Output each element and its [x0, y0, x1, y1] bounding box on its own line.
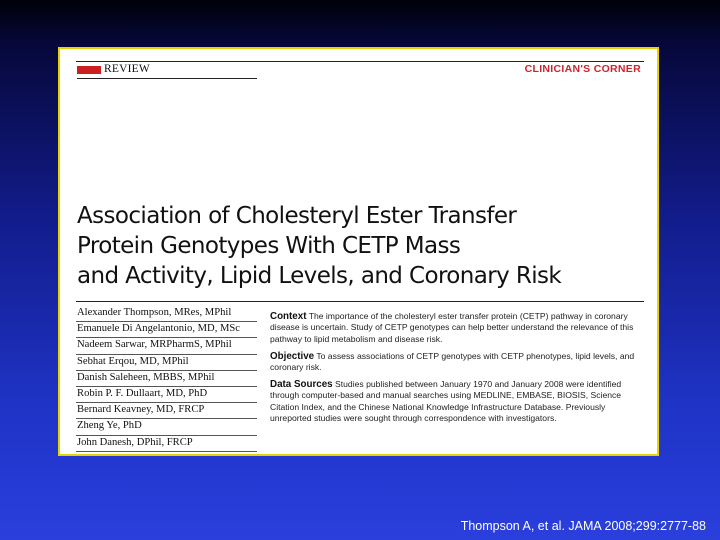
- objective-heading: Objective: [270, 350, 315, 362]
- author-name: John Danesh, DPhil, FRCP: [76, 436, 257, 452]
- author-list: [76, 306, 257, 452]
- article-title: [77, 201, 652, 291]
- data-sources-heading: Data Sources: [270, 379, 333, 391]
- article-image: [58, 47, 659, 456]
- author-name: Danish Saleheen, MBBS, MPhil: [76, 371, 257, 387]
- title-line: Protein Genotypes With CETP Mass: [77, 233, 461, 259]
- title-line: Association of Cholesteryl Ester Transfer: [77, 203, 517, 229]
- author-name: Zheng Ye, PhD: [76, 419, 257, 435]
- abstract-context: [270, 311, 645, 345]
- title-rule: [76, 301, 644, 302]
- abstract-objective: [270, 351, 645, 374]
- context-heading: Context: [270, 311, 307, 322]
- author-name: Alexander Thompson, MRes, MPhil: [76, 306, 257, 322]
- author-name: Bernard Keavney, MD, FRCP: [76, 403, 257, 419]
- review-color-bar: [77, 66, 101, 74]
- review-tag: [77, 64, 257, 79]
- header-rule: [76, 61, 644, 62]
- data-sources-text: Studies published between January 1970 and January 2008 were identified through computer-based and manual searches using MEDLINE, EMBASE, BIOSIS, Science Citation Index, and the Chinese National Knowledge Infrastructure Database. Previously unreported studies were sought through correspondence with investigators.: [270, 379, 622, 424]
- objective-text: To assess associations of CETP genotypes with CETP phenotypes, lipid levels, and coronary risk.: [270, 350, 635, 373]
- author-name: Sebhat Erqou, MD, MPhil: [76, 355, 257, 371]
- author-name: Robin P. F. Dullaart, MD, PhD: [76, 387, 257, 403]
- title-line: and Activity, Lipid Levels, and Coronary Risk: [77, 263, 562, 289]
- citation: Thompson A, et al. JAMA 2008;299:2777-88: [460, 519, 706, 533]
- abstract-data-sources: [270, 379, 645, 425]
- abstract: [270, 311, 645, 430]
- author-name: Emanuele Di Angelantonio, MD, MSc: [76, 322, 257, 338]
- context-text: The importance of the cholesteryl ester transfer protein (CETP) pathway in coronary disease is uncertain. Study of CETP genotypes can help better understand the relevance of this pathway to lipid metabolism and disease risk.: [270, 311, 634, 344]
- review-label: REVIEW: [104, 63, 150, 75]
- author-name: Nadeem Sarwar, MRPharmS, MPhil: [76, 338, 257, 354]
- section-label: CLINICIAN'S CORNER: [524, 63, 641, 75]
